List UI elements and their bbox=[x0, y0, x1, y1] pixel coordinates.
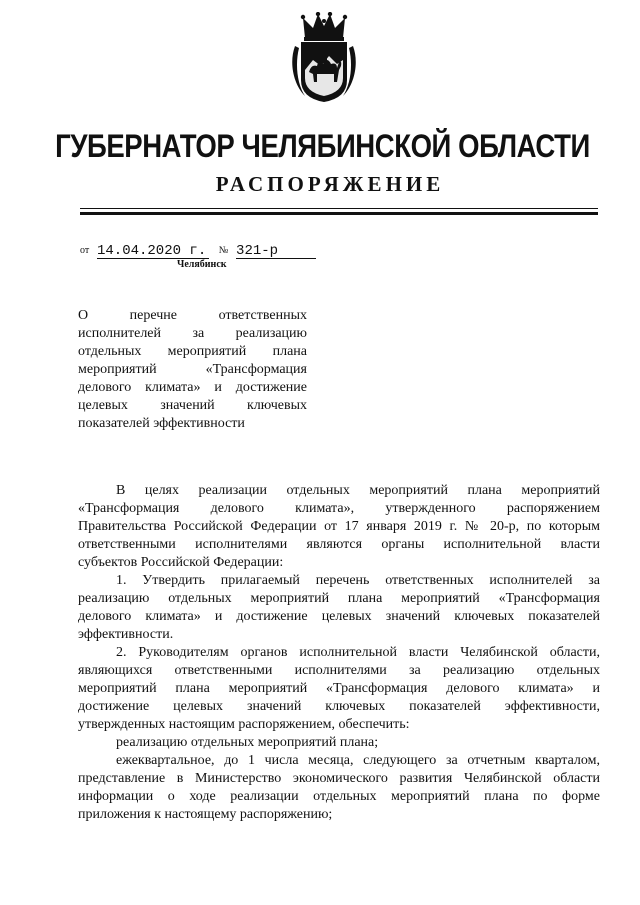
body-line: В целях реализации отдельных мероприятий плана мероприятий bbox=[116, 483, 600, 498]
body-line: представление в Министерство экономического развития Челябинской области bbox=[78, 771, 600, 786]
body-line: ежеквартальное, до 1 числа месяца, следующего за отчетным кварталом, bbox=[116, 753, 600, 768]
header-divider-thick bbox=[80, 212, 598, 215]
body-line: мероприятий плана мероприятий «Трансформация делового климата» и bbox=[78, 681, 600, 696]
date-prefix: от bbox=[80, 245, 90, 256]
number-prefix: № bbox=[218, 245, 229, 256]
body-line: приложения к настоящему распоряжению; bbox=[78, 807, 333, 822]
coat-of-arms-icon bbox=[291, 12, 357, 104]
document-number: 321-р bbox=[236, 244, 316, 259]
subject-line: делового климата» и достижение bbox=[78, 380, 307, 395]
subject-line: отдельных мероприятий плана bbox=[78, 344, 307, 359]
subject-line: исполнителей за реализацию bbox=[78, 326, 307, 341]
organization-title: ГУБЕРНАТОР ЧЕЛЯБИНСКОЙ ОБЛАСТИ bbox=[55, 128, 590, 164]
document-type-title: РАСПОРЯЖЕНИЕ bbox=[215, 172, 445, 196]
subject-line: целевых значений ключевых bbox=[78, 398, 307, 413]
subject-block bbox=[78, 307, 307, 433]
body-line: ответственными исполнителями являются органы исполнительной власти bbox=[78, 537, 600, 552]
body-line: информации о ходе реализации отдельных мероприятий плана по форме bbox=[78, 789, 600, 804]
body-line: 2. Руководителям органов исполнительной власти Челябинской области, bbox=[116, 645, 600, 660]
body-line: реализацию отдельных мероприятий плана; bbox=[116, 735, 379, 750]
header-divider-thin bbox=[80, 208, 598, 209]
subject-line: мероприятий «Трансформация bbox=[78, 362, 307, 377]
body-line: реализацию отдельных мероприятий плана мероприятий «Трансформация bbox=[78, 591, 600, 606]
document-body bbox=[78, 482, 600, 824]
body-line: «Трансформация делового климата», утвержденного распоряжением bbox=[78, 501, 600, 516]
body-line: являющихся ответственными исполнителями за реализацию отдельных bbox=[78, 663, 600, 678]
body-line: делового климата» и достижение целевых значений ключевых показателей bbox=[78, 609, 600, 624]
document-date: 14.04.2020 г. bbox=[97, 244, 209, 259]
body-line: эффективности. bbox=[78, 627, 174, 642]
subject-line: показателей эффективности bbox=[78, 416, 245, 431]
subject-line: О перечне ответственных bbox=[78, 308, 307, 323]
body-line: достижение целевых значений ключевых показателей эффективности, bbox=[78, 699, 600, 714]
body-line: 1. Утвердить прилагаемый перечень ответственных исполнителей за bbox=[116, 573, 600, 588]
body-line: Правительства Российской Федерации от 17 января 2019 г. № 20-р, по которым bbox=[78, 519, 600, 534]
body-line: утвержденных настоящим распоряжением, обеспечить: bbox=[78, 717, 410, 732]
body-line: субъектов Российской Федерации: bbox=[78, 555, 284, 570]
registration-line bbox=[80, 242, 316, 259]
city-label: Челябинск bbox=[177, 259, 227, 270]
